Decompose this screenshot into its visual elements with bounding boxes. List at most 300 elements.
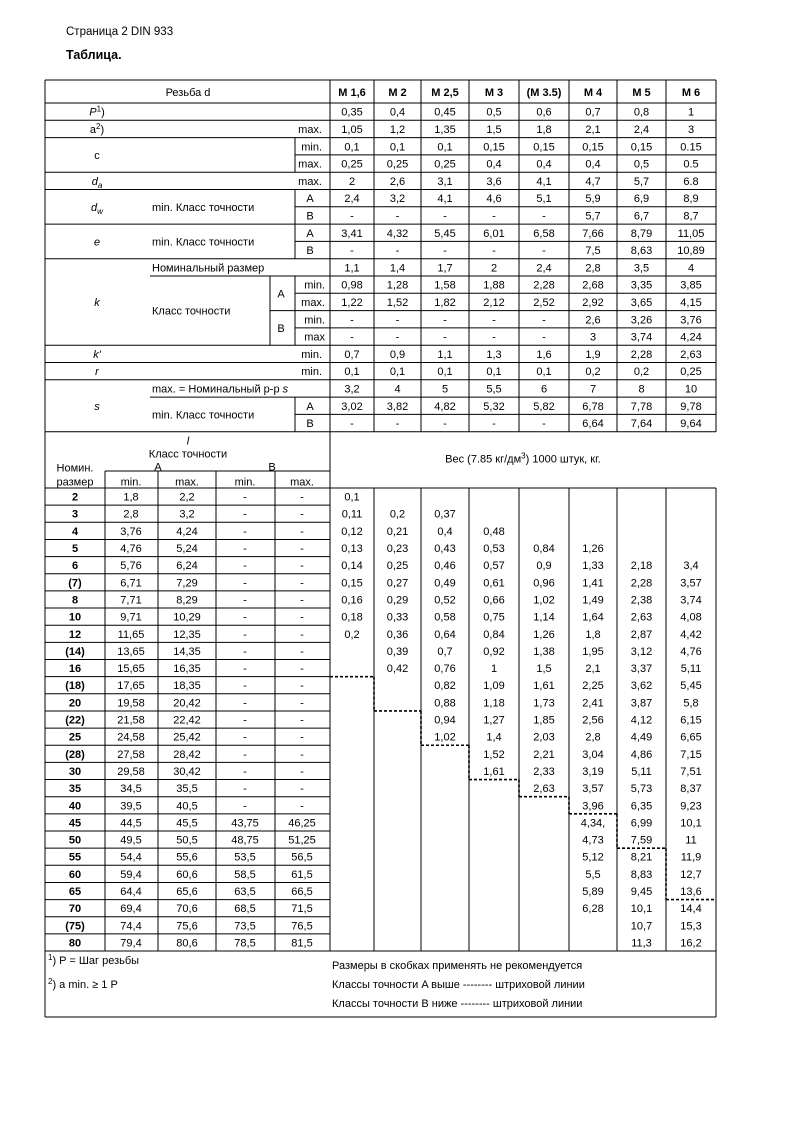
weight-cell: 6,15 — [680, 714, 702, 727]
l-b-max: - — [300, 800, 304, 813]
l-b-min: 78,5 — [234, 937, 256, 950]
l-a-max: 6,24 — [176, 560, 198, 573]
class-A: A — [154, 461, 162, 474]
class-B: B — [306, 210, 314, 223]
value-cell: 4,24 — [680, 331, 702, 344]
weight-cell: 11,9 — [680, 851, 702, 864]
note-brackets: Размеры в скобках применять не рекомендуется — [332, 960, 583, 973]
l-b-min: - — [243, 560, 247, 573]
nominal-size-label: Номинальный размер — [152, 262, 265, 275]
value-cell: 5,7 — [633, 175, 650, 188]
thread-size-header: M 2 — [388, 87, 407, 99]
class-B: B — [277, 322, 285, 335]
l-a-min: 7,71 — [120, 594, 142, 607]
value-cell: 11,05 — [677, 227, 705, 240]
value-cell: 8,9 — [683, 193, 699, 206]
value-cell: 1,2 — [389, 123, 406, 136]
value-cell: 4,32 — [386, 227, 409, 240]
l-a-max: 30,42 — [173, 765, 201, 778]
l-b-min: - — [243, 697, 247, 710]
value-cell: 0,1 — [536, 366, 552, 379]
weight-cell: 4,73 — [582, 834, 604, 847]
value-cell: 5,45 — [434, 227, 456, 240]
value-cell: 1,82 — [434, 296, 456, 309]
weight-cell: 1,02 — [434, 731, 456, 744]
nominal-size: 16 — [68, 663, 82, 676]
l-b-min: - — [243, 800, 247, 813]
value-cell: 4 — [394, 383, 401, 396]
value-cell: 2,8 — [585, 262, 601, 275]
weight-cell: 10,1 — [630, 903, 653, 916]
class-A: A — [306, 400, 314, 413]
weight-cell: 1,27 — [483, 714, 505, 727]
value-cell: - — [542, 210, 546, 223]
weight-cell: 1,52 — [483, 748, 505, 761]
l-a-min: 74,4 — [120, 920, 142, 933]
weight-cell: 4,34, — [580, 817, 606, 830]
value-cell: - — [443, 418, 447, 431]
class-B: B — [306, 418, 314, 431]
l-b-max: 61,5 — [291, 868, 313, 881]
value-cell: 0,4 — [585, 158, 601, 171]
l-a-min: 44,5 — [120, 817, 142, 830]
l-b-max: - — [300, 783, 304, 796]
value-cell: 0,15 — [582, 141, 604, 154]
weight-cell: 0,21 — [386, 525, 409, 538]
limit-label: min. — [304, 314, 325, 327]
value-cell: 1,4 — [389, 262, 406, 275]
weight-cell: 9,23 — [680, 800, 702, 813]
value-cell: 7,78 — [630, 400, 653, 413]
weight-cell: 11 — [685, 834, 697, 847]
value-cell: 8,63 — [630, 245, 653, 258]
nominal-size: 40 — [68, 800, 82, 813]
l-a-min: 13,65 — [117, 645, 145, 658]
value-cell: 1,1 — [344, 262, 360, 275]
value-cell: 4,15 — [680, 296, 702, 309]
value-cell: 1,3 — [486, 348, 502, 361]
weight-cell: 0,43 — [434, 543, 456, 556]
value-cell: 3,76 — [680, 314, 702, 327]
value-cell: 4,1 — [437, 193, 453, 206]
param-a: $a^2$) — [89, 121, 105, 136]
nominal-size: 65 — [68, 886, 82, 899]
weight-cell: 14,4 — [680, 903, 702, 916]
param-k: k — [94, 296, 100, 309]
weight-cell: 0,96 — [533, 577, 555, 590]
weight-cell: 0,92 — [483, 645, 505, 658]
value-cell: 7 — [589, 383, 597, 396]
value-cell: 7,64 — [630, 418, 653, 431]
l-a-max: 40,5 — [176, 800, 198, 813]
l-a-min: 4,76 — [120, 543, 142, 556]
weight-cell: 8,37 — [680, 783, 702, 796]
value-cell: - — [350, 331, 354, 344]
l-b-min: - — [243, 594, 247, 607]
l-b-max: 46,25 — [288, 817, 316, 830]
weight-cell: 2,8 — [585, 731, 601, 744]
weight-cell: 0,2 — [344, 628, 360, 641]
nominal-size: 60 — [68, 868, 82, 881]
value-cell: 0,8 — [633, 106, 650, 119]
value-cell: 2,4 — [633, 123, 650, 136]
value-cell: 0,4 — [486, 158, 502, 171]
weight-cell: 1,73 — [533, 697, 555, 710]
nominal-size: 25 — [68, 731, 82, 744]
l-a-max: 4,24 — [176, 525, 198, 538]
l-a-min: 9,71 — [120, 611, 142, 624]
weight-cell: 2,63 — [630, 611, 653, 624]
value-cell: 1,5 — [486, 123, 502, 136]
l-b-max: - — [300, 731, 304, 744]
l-b-max: - — [300, 543, 304, 556]
value-cell: 0,25 — [434, 158, 456, 171]
l-b-max: - — [300, 560, 304, 573]
value-cell: 0,1 — [344, 366, 360, 379]
value-cell: 6,64 — [582, 418, 604, 431]
weight-cell: 0,84 — [483, 628, 505, 641]
value-cell: - — [395, 331, 400, 344]
l-a-max: 80,6 — [176, 937, 198, 950]
l-b-min: - — [243, 491, 247, 504]
l-b-max: - — [300, 645, 304, 658]
weight-cell: 4,08 — [680, 611, 702, 624]
value-cell: 0,4 — [389, 106, 406, 119]
weight-cell: 0,18 — [341, 611, 363, 624]
weight-cell: 3,57 — [582, 783, 604, 796]
l-a-max: 20,42 — [173, 697, 201, 710]
l-b-max: - — [300, 508, 304, 521]
l-b-min: - — [243, 731, 247, 744]
l-b-min: - — [243, 680, 247, 693]
weight-cell: 13,6 — [680, 886, 702, 899]
value-cell: - — [542, 314, 546, 327]
value-cell: - — [395, 418, 400, 431]
weight-cell: 0,23 — [386, 543, 409, 556]
weight-cell: 5,11 — [680, 663, 702, 676]
l-a-max: 70,6 — [176, 903, 198, 916]
value-cell: 2,28 — [533, 279, 555, 292]
l-a-max: 16,35 — [173, 663, 201, 676]
weight-cell: 0,7 — [437, 645, 453, 658]
weight-cell: 6,99 — [630, 817, 653, 830]
thread-size-header: M 4 — [583, 87, 603, 99]
weight-cell: 1,38 — [533, 645, 555, 658]
weight-cell: 4,42 — [680, 628, 702, 641]
weight-cell: 1,49 — [582, 594, 604, 607]
weight-cell: 0,33 — [386, 611, 409, 624]
l-b-min: - — [243, 577, 247, 590]
value-cell: 0,45 — [434, 106, 456, 119]
weight-cell: 3,12 — [630, 645, 653, 658]
nominal-header: Номин. — [56, 462, 94, 475]
nominal-size: (14) — [65, 645, 85, 658]
l-a-min: 59,4 — [120, 868, 142, 881]
nominal-size: 30 — [68, 765, 82, 778]
nominal-size: 4 — [71, 525, 79, 538]
weight-cell: 7,15 — [680, 748, 702, 761]
nominal-size: (18) — [65, 680, 85, 693]
value-cell: 1,58 — [434, 279, 456, 292]
size-header: размер — [56, 476, 94, 489]
l-b-max: 81,5 — [291, 937, 313, 950]
value-cell: 2,52 — [533, 296, 555, 309]
value-cell: 4,1 — [536, 175, 552, 188]
value-cell: 2,28 — [630, 348, 653, 361]
l-b-min: - — [243, 663, 247, 676]
limit-label: max. — [175, 476, 199, 489]
nominal-size: 35 — [68, 783, 82, 796]
value-cell: 9,64 — [680, 418, 702, 431]
nominal-size: 50 — [68, 834, 82, 847]
weight-cell: 6,65 — [680, 731, 702, 744]
weight-cell: 2,25 — [582, 680, 604, 693]
value-cell: 5,5 — [486, 383, 502, 396]
weight-cell: 1,64 — [582, 611, 604, 624]
l-b-max: - — [300, 697, 304, 710]
weight-cell: 3,4 — [683, 560, 699, 573]
l-b-min: - — [243, 508, 247, 521]
l-a-min: 29,58 — [117, 765, 145, 778]
weight-cell: 1,02 — [533, 594, 555, 607]
value-cell: - — [443, 245, 447, 258]
value-cell: 6.8 — [683, 175, 699, 188]
limit-label: max. — [290, 476, 314, 489]
value-cell: 2,12 — [483, 296, 505, 309]
table-title: Таблица. — [66, 48, 122, 62]
weight-cell: 5,89 — [582, 886, 604, 899]
value-cell: - — [492, 210, 496, 223]
class-A: A — [277, 288, 285, 301]
l-b-max: - — [300, 765, 304, 778]
weight-cell: 9,45 — [630, 886, 653, 899]
l-b-max: - — [300, 748, 304, 761]
l-a-min: 2,8 — [123, 508, 139, 521]
weight-cell: 0,42 — [386, 663, 409, 676]
nominal-size: 10 — [68, 611, 82, 624]
weight-cell: 0,25 — [386, 560, 409, 573]
value-cell: 1,1 — [437, 348, 453, 361]
l-a-max: 5,24 — [176, 543, 198, 556]
weight-cell: 2,03 — [533, 731, 555, 744]
nominal-size: 55 — [68, 851, 82, 864]
value-cell: 8,79 — [630, 227, 653, 240]
value-cell: 5,9 — [585, 193, 601, 206]
weight-cell: 5,11 — [631, 765, 652, 778]
nominal-size: (22) — [65, 714, 85, 727]
l-a-max: 22,42 — [173, 714, 201, 727]
limit-label: min. — [304, 279, 325, 292]
value-cell: 5,82 — [533, 400, 555, 413]
l-b-min: - — [243, 783, 247, 796]
weight-cell: 1,61 — [533, 680, 555, 693]
l-a-min: 5,76 — [120, 560, 142, 573]
weight-cell: 6,35 — [630, 800, 653, 813]
thread-size-header: M 5 — [632, 87, 651, 99]
value-cell: 2,68 — [582, 279, 604, 292]
class-B: B — [306, 245, 314, 258]
value-cell: 0,15 — [533, 141, 555, 154]
nominal-size: 80 — [68, 937, 82, 950]
l-a-min: 15,65 — [117, 663, 145, 676]
l-a-min: 79,4 — [120, 937, 142, 950]
value-cell: 10 — [684, 383, 698, 396]
weight-cell: 5,73 — [630, 783, 653, 796]
l-a-max: 25,42 — [173, 731, 201, 744]
footnote-1: $^1$) P = Шаг резьбы — [48, 953, 140, 968]
value-cell: 0,5 — [633, 158, 650, 171]
value-cell: 0,9 — [389, 348, 406, 361]
l-a-min: 3,76 — [120, 525, 142, 538]
class-B: B — [268, 461, 276, 474]
value-cell: 5,7 — [585, 210, 601, 223]
weight-cell: 15,3 — [680, 920, 702, 933]
value-cell: 2,92 — [582, 296, 604, 309]
l-a-min: 39,5 — [120, 800, 142, 813]
value-cell: 8,7 — [683, 210, 699, 223]
weight-cell: 5,12 — [582, 851, 604, 864]
weight-cell: 1,18 — [483, 697, 505, 710]
l-b-min: 53,5 — [234, 851, 256, 864]
weight-cell: 7,51 — [680, 765, 702, 778]
weight-cell: 0,49 — [434, 577, 456, 590]
weight-cell: 12,7 — [680, 868, 702, 881]
value-cell: - — [542, 418, 546, 431]
l-b-max: 71,5 — [291, 903, 313, 916]
l-b-max: 56,5 — [291, 851, 313, 864]
l-a-max: 65,6 — [176, 886, 198, 899]
limit-label: min. — [301, 366, 322, 379]
value-cell: 3,5 — [633, 262, 650, 275]
value-cell: 2,1 — [585, 123, 601, 136]
thread-size-header: M 2,5 — [431, 87, 459, 99]
weight-cell: 0,12 — [341, 525, 363, 538]
value-cell: 9,78 — [680, 400, 702, 413]
weight-header: Вес (7.85 $кг/дм^3$) 1000 штук, кг. — [445, 451, 601, 466]
l-b-max: - — [300, 491, 304, 504]
limit-label: max. — [298, 123, 322, 136]
l-a-min: 54,4 — [120, 851, 142, 864]
value-cell: - — [542, 331, 546, 344]
l-a-max: 18,35 — [173, 680, 201, 693]
weight-cell: 1,5 — [536, 663, 552, 676]
value-cell: - — [492, 418, 496, 431]
value-cell: 0,25 — [341, 158, 363, 171]
value-cell: 0.5 — [683, 158, 699, 171]
l-b-min: - — [243, 611, 247, 624]
weight-cell: 1,14 — [533, 611, 555, 624]
value-cell: 6 — [540, 383, 548, 396]
weight-cell: 5,8 — [683, 697, 699, 710]
l-a-min: 17,65 — [117, 680, 145, 693]
limit-label: min. — [301, 348, 322, 361]
value-cell: 10,89 — [677, 245, 705, 258]
l-a-max: 45,5 — [176, 817, 198, 830]
l-a-min: 6,71 — [120, 577, 142, 590]
value-cell: 0,1 — [389, 366, 406, 379]
l-a-max: 55,6 — [176, 851, 198, 864]
value-cell: 0,1 — [437, 141, 453, 154]
value-cell: 4,82 — [434, 400, 456, 413]
value-cell: 3 — [589, 331, 597, 344]
weight-cell: 1,61 — [483, 765, 505, 778]
value-cell: 7,5 — [585, 245, 601, 258]
l-a-max: 12,35 — [173, 628, 201, 641]
weight-cell: 0,61 — [483, 577, 505, 590]
weight-cell: 0,36 — [386, 628, 409, 641]
l-a-min: 11,65 — [117, 628, 145, 641]
l-a-min: 34,5 — [120, 783, 142, 796]
weight-cell: 3,87 — [630, 697, 653, 710]
weight-cell: 0,16 — [341, 594, 363, 607]
value-cell: 2,6 — [389, 175, 406, 188]
param-dw: $d_w$ — [91, 201, 103, 216]
value-cell: - — [395, 314, 400, 327]
thread-header: Резьба d — [165, 87, 211, 99]
value-cell: 1,35 — [434, 123, 456, 136]
value-cell: 6,58 — [533, 227, 555, 240]
weight-cell: 0,46 — [434, 560, 456, 573]
weight-cell: 0,29 — [386, 594, 409, 607]
weight-cell: 0,13 — [341, 543, 363, 556]
value-cell: 3,85 — [680, 279, 702, 292]
weight-cell: 0,15 — [341, 577, 363, 590]
l-a-max: 35,5 — [176, 783, 198, 796]
value-cell: 3,6 — [486, 175, 502, 188]
value-cell: 0,25 — [680, 366, 702, 379]
value-cell: 1,28 — [386, 279, 409, 292]
s-max-label: max. = Номинальный р-р s — [152, 383, 289, 396]
weight-cell: 0,37 — [434, 508, 456, 521]
value-cell: - — [350, 418, 354, 431]
l-a-max: 50,5 — [176, 834, 198, 847]
value-cell: - — [443, 314, 447, 327]
l-b-max: - — [300, 611, 304, 624]
weight-cell: 1 — [490, 663, 498, 676]
value-cell: 2 — [348, 175, 356, 188]
weight-cell: 3,19 — [582, 765, 604, 778]
value-cell: 4 — [687, 262, 695, 275]
weight-cell: 5,45 — [680, 680, 702, 693]
value-cell: 0,1 — [389, 141, 406, 154]
value-cell: 0,7 — [585, 106, 601, 119]
value-cell: 1,8 — [536, 123, 552, 136]
limit-label: min. — [301, 141, 322, 154]
weight-cell: 0,11 — [341, 508, 363, 521]
weight-cell: 1,85 — [533, 714, 555, 727]
limit-label: max — [304, 331, 325, 344]
weight-cell: 0,76 — [434, 663, 456, 676]
nominal-size: 70 — [68, 903, 82, 916]
value-cell: 5,32 — [483, 400, 505, 413]
weight-cell: 2,87 — [630, 628, 653, 641]
l-a-min: 21,58 — [117, 714, 145, 727]
weight-cell: 2,38 — [630, 594, 653, 607]
value-cell: 3,2 — [389, 193, 406, 206]
l-b-max: 51,25 — [288, 834, 316, 847]
param-r: r — [95, 366, 99, 379]
l-a-max: 2,2 — [179, 491, 195, 504]
nominal-size: 5 — [71, 543, 79, 556]
l-b-max: - — [300, 663, 304, 676]
weight-cell: 2,33 — [533, 765, 555, 778]
value-cell: 0,15 — [630, 141, 653, 154]
l-a-max: 28,42 — [173, 748, 201, 761]
value-cell: 6,01 — [483, 227, 505, 240]
l-b-max: - — [300, 525, 304, 538]
weight-cell: 1,8 — [585, 628, 601, 641]
value-cell: 0,1 — [437, 366, 453, 379]
